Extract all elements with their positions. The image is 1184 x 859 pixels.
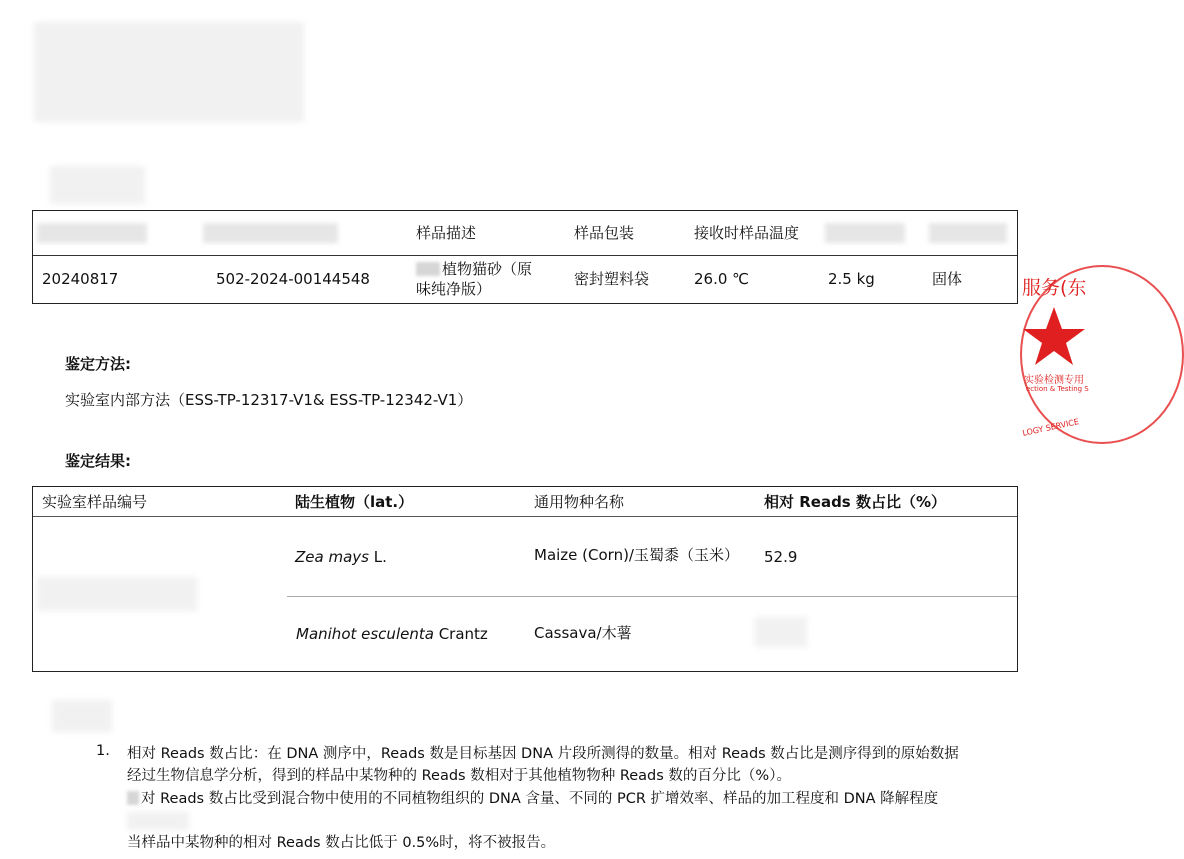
redacted-header-cell: [203, 223, 338, 243]
header-plant-latin: 陆生植物（lat.）: [295, 493, 414, 511]
result-row-common: Cassava/木薯: [534, 624, 632, 642]
official-seal: [1020, 265, 1089, 445]
result-row-latin: Manihot esculenta Crantz: [296, 625, 488, 643]
redacted-word: [127, 791, 139, 805]
cell-sample-description: 植物猫砂（原 味纯净版）: [416, 260, 533, 298]
sample-info-table: [32, 210, 1018, 304]
table-divider: [33, 255, 1017, 256]
seal-star-icon: [1022, 305, 1086, 367]
header-lab-sample-number: 实验室样品编号: [42, 493, 148, 511]
method-text: 实验室内部方法（ESS-TP-12317-V1& ESS-TP-12342-V1）: [65, 391, 473, 409]
result-row-value: 52.9: [764, 548, 798, 566]
header-common-name: 通用物种名称: [534, 493, 625, 511]
redacted-letterhead: [34, 22, 304, 122]
result-row-common: Maize (Corn)/玉蜀黍（玉米）: [534, 546, 739, 564]
result-row-latin: Zea mays L.: [295, 548, 387, 566]
note-3-line: 当样品中某物种的相对 Reads 数占比低于 0.5%时，将不被报告。: [127, 835, 556, 851]
note-2-line: 对 Reads 数占比受到混合物中使用的不同植物组织的 DNA 含量、不同的 PCR 扩增效率、样品的加工程度和 DNA 降解程度: [127, 788, 938, 810]
seal-bottom-text: LOGY SERVICE: [1021, 417, 1080, 438]
redacted-lab-sample-number: [37, 577, 197, 611]
redacted-brand: [416, 262, 440, 276]
cell-packaging: 密封塑料袋: [574, 270, 650, 288]
seal-top-text: 服务(东: [1022, 277, 1087, 299]
redacted-header-cell: [37, 223, 147, 243]
table-divider: [33, 516, 1017, 517]
redacted-header-cell: [929, 223, 1007, 243]
results-table: [32, 486, 1018, 672]
cell-sample-number: 502-2024-00144548: [216, 270, 370, 288]
redacted-notes-title: [52, 700, 112, 732]
redacted-header-cell: [825, 223, 905, 243]
note-1-line-2: 经过生物信息学分析，得到的样品中某物种的 Reads 数相对于其他植物物种 Reads 数的百分比（%）。: [127, 768, 791, 784]
header-relative-reads: 相对 Reads 数占比（%）: [764, 493, 946, 511]
cell-temperature: 26.0 ℃: [694, 270, 750, 288]
results-heading: 鉴定结果:: [65, 452, 131, 470]
row-divider: [287, 596, 1017, 597]
redacted-value: [755, 617, 807, 647]
seal-middle-text: 实验检测专用: [1024, 375, 1084, 386]
note-1-number: 1.: [96, 743, 110, 759]
note-1-line-1: 相对 Reads 数占比：在 DNA 测序中，Reads 数是目标基因 DNA 片段所测得的数量。相对 Reads 数占比是测序得到的原始数据: [127, 746, 959, 762]
cell-weight: 2.5 kg: [828, 270, 875, 288]
method-heading: 鉴定方法:: [65, 355, 131, 373]
seal-english-text: ection & Testing S: [1026, 385, 1089, 393]
header-receive-temperature: 接收时样品温度: [694, 224, 800, 242]
redacted-section-title: [50, 166, 145, 204]
redacted-line: [127, 812, 189, 830]
cell-date: 20240817: [42, 270, 119, 288]
header-sample-packaging: 样品包装: [574, 224, 635, 242]
cell-state: 固体: [932, 270, 963, 288]
header-sample-description: 样品描述: [416, 224, 477, 242]
